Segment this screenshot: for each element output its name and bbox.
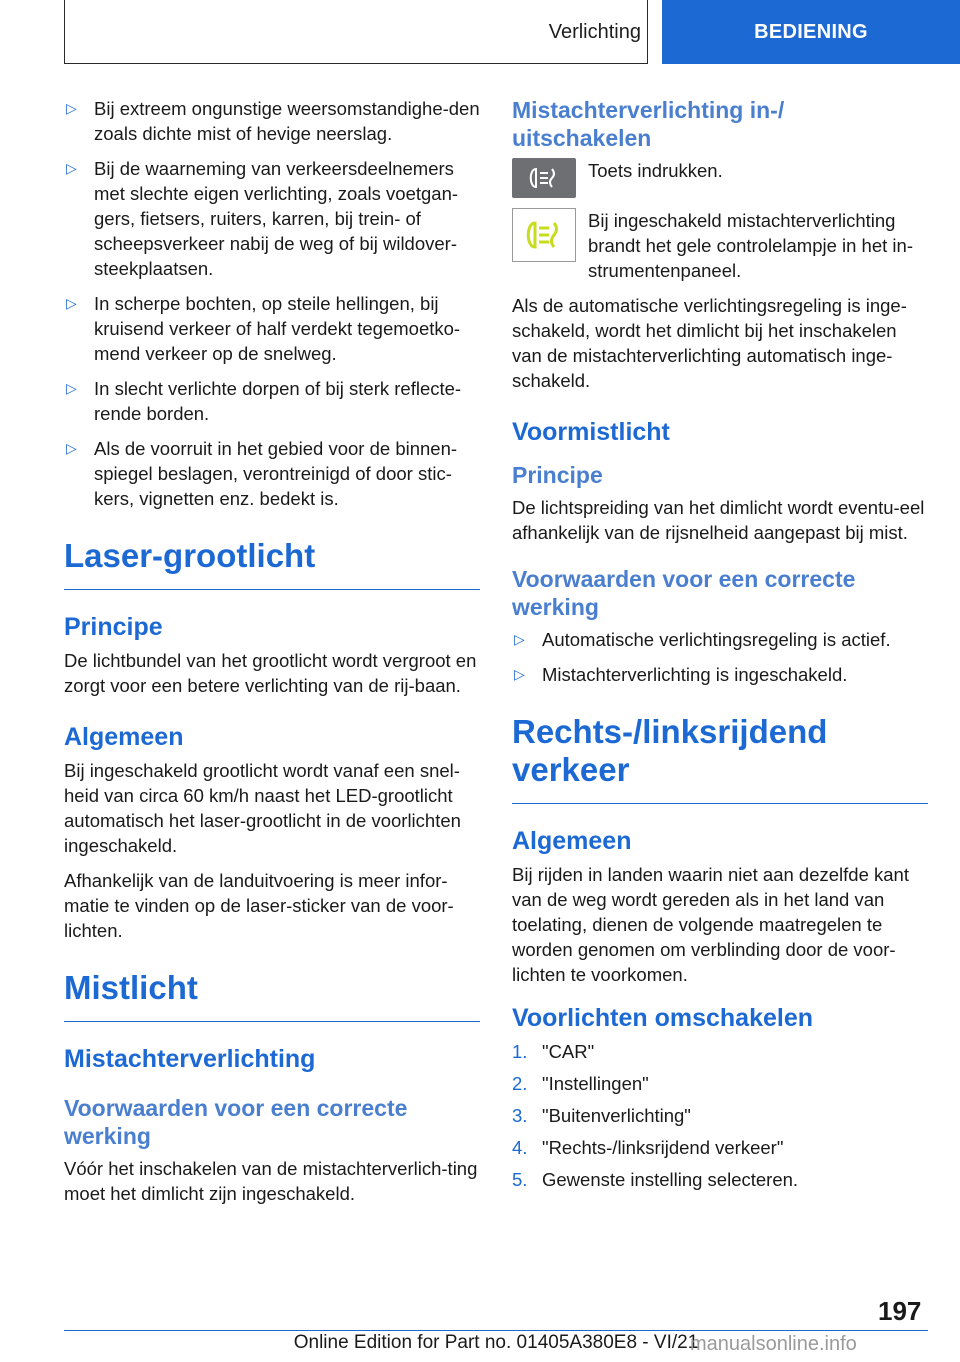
triangle-bullet-icon: ▷ (66, 380, 77, 396)
triangle-bullet-icon: ▷ (514, 631, 525, 647)
algemeen-heading: Algemeen (512, 827, 632, 855)
list-item: 3. "Buitenverlichting" (512, 1105, 691, 1126)
rear-fog-indicator-icon (512, 208, 576, 262)
list-item: 4. "Rechts-/linksrijdend verkeer" (512, 1137, 784, 1158)
voorwaarden-heading: Voorwaarden voor een correcte werking (512, 566, 856, 620)
list-item: ▷ Bij extreem ongunstige weersomstandighe-den zoals dichte mist of hevige neerslag. (66, 98, 480, 144)
triangle-bullet-icon: ▷ (66, 440, 77, 456)
header-frame (64, 0, 648, 64)
indicator-text: Bij ingeschakeld mistachterverlichting brandt het gele controlelampje in het in-strumentenpaneel. (588, 210, 913, 281)
principe-heading: Principe (512, 462, 603, 488)
triangle-bullet-icon: ▷ (66, 160, 77, 176)
list-item: ▷ Als de voorruit in het gebied voor de binnen-spiegel beslagen, verontreinigd of door stic-kers, vignetten enz. bedekt is. (66, 438, 458, 509)
omschakelen-heading: Voorlichten omschakelen (512, 1004, 814, 1032)
voormist-heading: Voormistlicht (512, 418, 670, 446)
algemeen-text: Bij rijden in landen waarin niet aan dezelfde kant van de weg wordt gereden als in het land van toelating, dienen de volgende maatregelen te worden genomen om verblinding door de voor-lichten te voorkomen. (512, 864, 909, 985)
algemeen-text: Afhankelijk van de landuitvoering is meer infor-matie te vinden op de laser-sticker van de voor-lichten. (64, 870, 454, 941)
page-number: 197 (878, 1296, 922, 1326)
rear-fog-switch-icon (512, 158, 576, 198)
principe-heading: Principe (64, 613, 163, 641)
triangle-bullet-icon: ▷ (66, 295, 77, 311)
principe-text: De lichtspreiding van het dimlicht wordt eventu-eel afhankelijk van de rijsnelheid aangepast bij mist. (512, 497, 925, 543)
triangle-bullet-icon: ▷ (66, 100, 77, 116)
mistlicht-title: Mistlicht (64, 969, 480, 1022)
algemeen-text: Bij ingeschakeld grootlicht wordt vanaf een snel-heid van circa 60 km/h naast het LED-grootlicht automatisch het laser-grootlicht in de voorlichten ingeschakeld. (64, 760, 461, 856)
principe-text: De lichtbundel van het grootlicht wordt vergroot en zorgt voor een betere verlichting van de rij-baan. (64, 650, 477, 696)
conditions-list (64, 96, 480, 511)
laser-title: Laser-grootlicht (64, 537, 480, 590)
left-column (64, 96, 480, 1216)
section-title: Verlichting (548, 20, 641, 43)
rear-fog-switch-glyph (527, 166, 561, 190)
list-item: ▷ Bij de waarneming van verkeersdeelnemers met slechte eigen verlichting, zoals voetgan-gers, fietsers, ruiters, karren, bij trein- of scheepsverkeer nabij de weg of bij wildover-steekplaatsen. (66, 158, 459, 279)
list-item: 2. "Instellingen" (512, 1073, 649, 1094)
list-item: 5. Gewenste instelling selecteren. (512, 1169, 799, 1190)
chapter-tab: BEDIENING (662, 0, 960, 64)
steps-list (512, 1039, 928, 1192)
press-text: Toets indrukken. (588, 160, 723, 181)
voorwaarden-list (512, 627, 928, 687)
right-column (512, 96, 928, 1199)
list-item: ▷ In scherpe bochten, op steile hellingen, bij kruisend verkeer of half verdekt tegemoetko-mend verkeer op de snelweg. (66, 293, 461, 364)
voorwaarden-text: Vóór het inschakelen van de mistachterverlich-ting moet het dimlicht zijn ingeschakeld. (64, 1158, 478, 1204)
list-item: 1. "CAR" (512, 1041, 595, 1062)
algemeen-heading: Algemeen (64, 723, 184, 751)
list-item: ▷ In slecht verlichte dorpen of bij sterk reflecte-rende borden. (66, 378, 462, 424)
triangle-bullet-icon: ▷ (514, 666, 525, 682)
voorwaarden-heading: Voorwaarden voor een correcte werking (64, 1095, 408, 1149)
switch-instruction (512, 158, 928, 198)
auto-text: Als de automatische verlichtingsregeling is inge-schakeld, wordt het dimlicht bij het inschakelen van de mistachterverlichting automatisch inge-schakeld. (512, 295, 907, 391)
mistachter-heading: Mistachterverlichting (64, 1045, 316, 1073)
rechts-title: Rechts-/linksrijdend verkeer (512, 713, 928, 804)
list-item: ▷ Automatische verlichtingsregeling is actief. (514, 629, 891, 650)
edition-text: Online Edition for Part no. 01405A380E8 - VI/21 (293, 1332, 699, 1353)
list-item: ▷ Mistachterverlichting is ingeschakeld. (514, 664, 848, 685)
footer-divider (64, 1330, 928, 1331)
watermark: manualsonline.info (690, 1333, 857, 1355)
indicator-info (512, 208, 928, 283)
rear-fog-indicator-glyph (524, 219, 564, 251)
switch-heading: Mistachterverlichting in-/ uitschakelen (512, 97, 785, 151)
